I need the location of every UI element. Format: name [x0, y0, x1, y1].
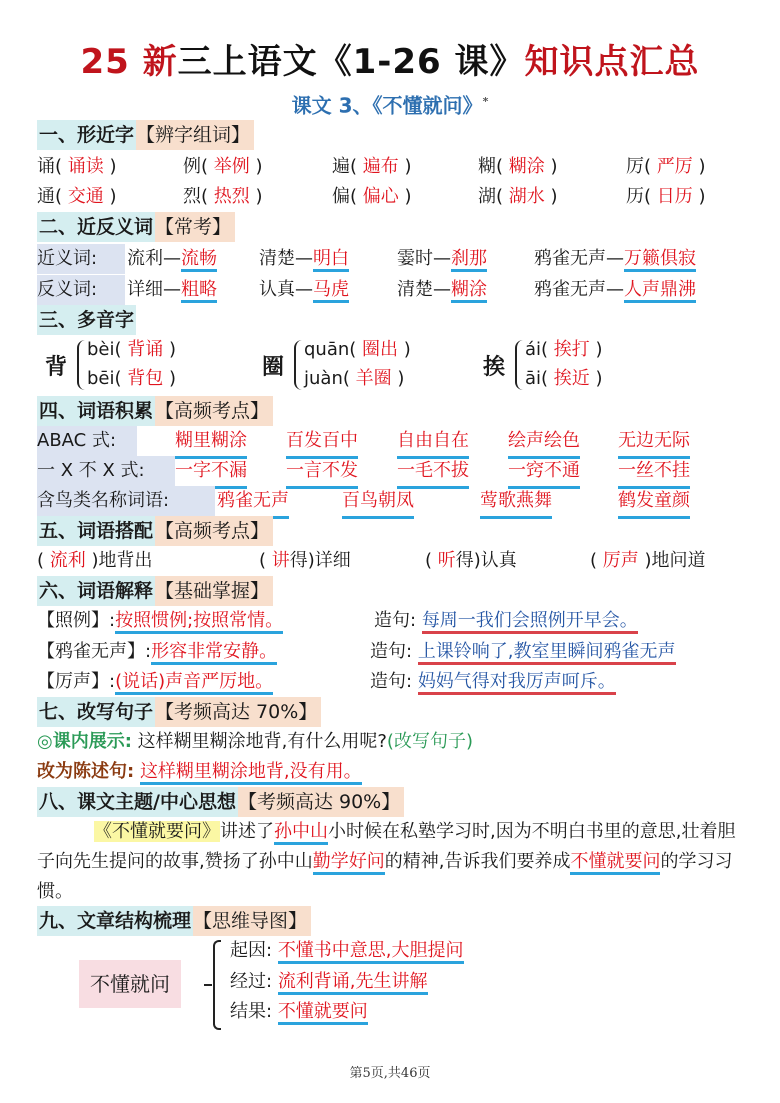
char-pair: 偏( 偏心 ) — [332, 186, 412, 207]
title-prefix: 25 新 — [80, 42, 178, 82]
section-heading-6 — [37, 576, 273, 606]
lesson-subtitle — [0, 88, 780, 120]
char-pair: 遍( 遍布 ) — [332, 156, 412, 177]
section-heading-9 — [37, 906, 311, 936]
section-tag: 【基础掌握】 — [155, 576, 273, 606]
section-tag: 【常考】 — [155, 212, 235, 242]
optional-mark: * — [482, 95, 489, 108]
polyphone-group: 背 bèi( 背诵 ) bēi( 背包 ) — [45, 339, 177, 389]
section-title: 七、改写句子 — [37, 697, 155, 727]
section-heading-8 — [37, 787, 404, 817]
section-title: 八、课文主题/中心思想 — [37, 787, 238, 817]
antonyms-row: 反义词: 详细—粗略 认真—马虎 清楚—糊涂 鸦雀无声—人声鼎沸 — [37, 275, 757, 305]
polyphone-char: 圈 — [262, 355, 285, 380]
section-title: 四、词语积累 — [37, 396, 155, 426]
polyphone-char: 背 — [45, 355, 68, 380]
page-number: 第5页,共46页 — [349, 1066, 431, 1081]
section-tag: 【高频考点】 — [155, 516, 273, 546]
lesson-title: 课文 3、《不懂就问》 — [291, 93, 483, 118]
char-pair: 通( 交通 ) — [37, 186, 117, 207]
example-sentence: 上课铃响了,教室里瞬间鸦雀无声 — [418, 641, 676, 665]
synonyms-row: 近义词: 流利—流畅 清楚—明白 霎时—刹那 鸦雀无声—万籁俱寂 — [37, 244, 757, 274]
similar-chars-row-2 — [37, 182, 757, 212]
row-label: 含鸟类名称词语: — [37, 486, 215, 516]
lesson-name: 《不懂就要问》 — [94, 821, 220, 842]
section-heading-5 — [37, 516, 273, 546]
char-pair: 糊( 糊涂 ) — [478, 156, 558, 177]
mindmap-branch-cause: 起因: 不懂书中意思,大胆提问 — [230, 936, 464, 966]
brace — [77, 340, 85, 390]
mindmap-brace — [213, 940, 221, 1030]
similar-chars-row-1 — [37, 152, 757, 182]
section-heading-4 — [37, 396, 273, 426]
section-title: 三、多音字 — [37, 305, 136, 335]
rewrite-text: 这样糊里糊涂地背,没有用。 — [140, 761, 362, 785]
section-tag: 【思维导图】 — [193, 906, 311, 936]
section-heading-7 — [37, 697, 321, 727]
meaning: 形容非常安静。 — [151, 641, 277, 665]
row-label: ABAC 式: — [37, 426, 137, 456]
section-tag: 【高频考点】 — [155, 396, 273, 426]
char-pair: 烈( 热烈 ) — [183, 186, 263, 207]
section-title: 九、文章结构梳理 — [37, 906, 193, 936]
word-bank-row-birds: 含鸟类名称词语: 鸦雀无声 百鸟朝凤 莺歌燕舞 鹤发童颜 — [37, 486, 757, 516]
title-suffix: 知识点汇总 — [524, 42, 700, 82]
term: 【照例】: — [37, 610, 116, 631]
section-tag: 【考频高达 90%】 — [238, 787, 404, 817]
polyphone-group: 圈 quān( 圈出 ) juàn( 羊圈 ) — [262, 339, 411, 389]
page-title — [0, 40, 780, 84]
section-title: 六、词语解释 — [37, 576, 155, 606]
row-label: 一 X 不 X 式: — [37, 456, 175, 486]
word-bank-row-yxbx: 一 X 不 X 式: 一字不漏 一言不发 一毛不拔 一窍不通 一丝不挂 — [37, 456, 757, 486]
word-bank-row-abac: ABAC 式: 糊里糊涂 百发百中 自由自在 绘声绘色 无边无际 — [37, 426, 757, 456]
char-pair: 例( 举例 ) — [183, 156, 263, 177]
section-tag: 【考频高达 70%】 — [155, 697, 321, 727]
section-heading-3 — [37, 305, 136, 335]
section-tag: 【辨字组词】 — [136, 120, 254, 150]
antonym-label: 反义词: — [37, 275, 125, 305]
example-note: (改写句子) — [386, 731, 473, 752]
brace — [515, 340, 523, 390]
title-middle: 三上语文《1-26 课》 — [177, 42, 525, 82]
rewrite-label: 改为陈述句: — [37, 761, 135, 782]
section-title: 五、词语搭配 — [37, 516, 155, 546]
polyphone-char: 挨 — [483, 355, 506, 380]
char-pair: 历( 日历 ) — [626, 186, 706, 207]
meaning: 按照惯例;按照常情。 — [115, 610, 283, 634]
section-title: 一、形近字 — [37, 120, 136, 150]
rewrite-example-row — [37, 727, 757, 757]
example-sentence: 妈妈气得对我厉声呵斥。 — [418, 671, 616, 695]
example-text: 这样糊里糊涂地背,有什么用呢? — [137, 731, 387, 752]
definition-row: 【照例】:按照惯例;按照常情。 造句: 每周一我们会照例开早会。 — [37, 606, 757, 636]
char-pair: 湖( 湖水 ) — [478, 186, 558, 207]
char-pair: 诵( 诵读 ) — [37, 156, 117, 177]
term: 【厉声】: — [37, 671, 116, 692]
theme-paragraph: 《不懂就要问》讲述了孙中山小时候在私塾学习时,因为不明白书里的意思,壮着胆子向先生提问的故事,赞扬了孙中山勤学好问的精神,告诉我们要养成不懂就要问的学习习惯。 — [37, 821, 736, 902]
rewrite-answer-row — [37, 757, 757, 787]
char-pair: 厉( 严厉 ) — [626, 156, 706, 177]
example-sentence: 每周一我们会照例开早会。 — [422, 610, 638, 634]
term: 【鸦雀无声】: — [37, 641, 152, 662]
section-heading-2 — [37, 212, 235, 242]
mindmap-center: 不懂就问 — [79, 960, 181, 1008]
mindmap-connector — [204, 984, 212, 986]
section-heading-1 — [37, 120, 254, 150]
example-label: ◎课内展示: — [37, 731, 132, 752]
meaning: (说话)声音严厉地。 — [115, 671, 273, 695]
mindmap-branch-result: 结果: 不懂就要问 — [230, 997, 368, 1027]
polyphone-group: 挨 ái( 挨打 ) āi( 挨近 ) — [483, 339, 603, 389]
collocation-row: ( 流利 )地背出 ( 讲得)详细 ( 听得)认真 ( 厉声 )地问道 — [37, 550, 706, 571]
definition-row: 【鸦雀无声】:形容非常安静。 造句: 上课铃响了,教室里瞬间鸦雀无声 — [37, 637, 757, 667]
section-title: 二、近反义词 — [37, 212, 155, 242]
definition-row: 【厉声】:(说话)声音严厉地。 造句: 妈妈气得对我厉声呵斥。 — [37, 667, 757, 697]
synonym-label: 近义词: — [37, 244, 125, 274]
mindmap-branch-process: 经过: 流利背诵,先生讲解 — [230, 967, 428, 997]
brace — [294, 340, 302, 390]
